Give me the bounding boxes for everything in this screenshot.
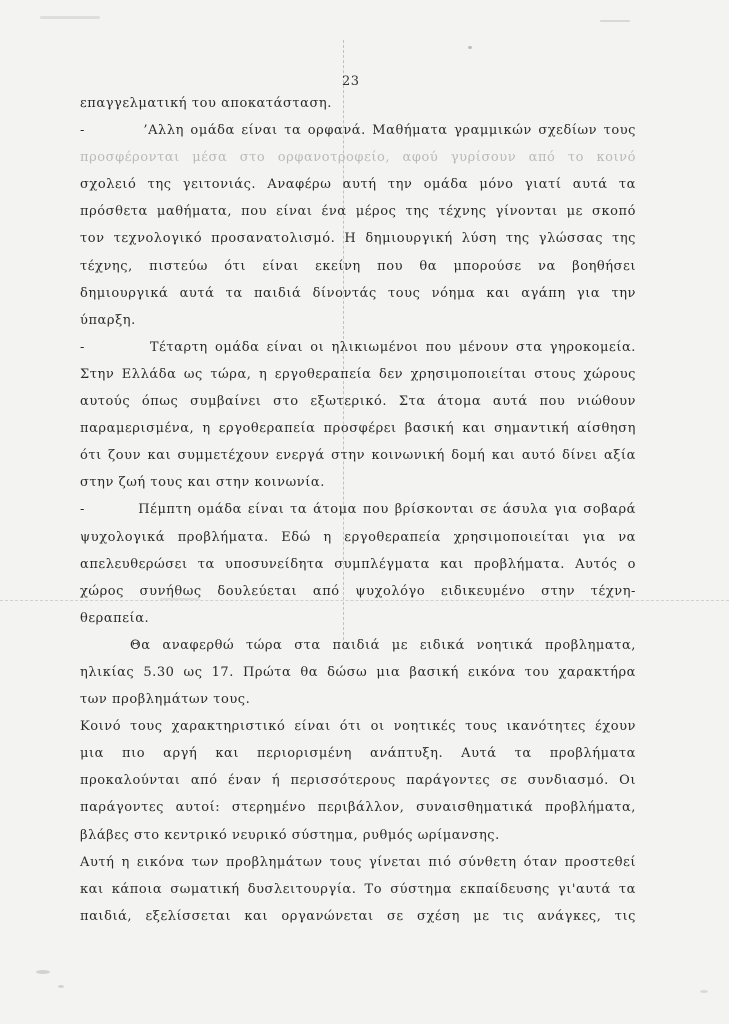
scan-speck — [58, 985, 64, 988]
text-line: βλάβες στο κεντρικό νευρικό σύστημα, ρυθμός ωρίμανσης. — [80, 827, 500, 843]
text-line: χώρος συνήθως δουλεύεται από ψυχολόγο ειδικευμένο στην τέχνη- — [80, 583, 636, 599]
scan-speck — [600, 20, 630, 22]
text-line: τέχνης, πιστεύω ότι είναι εκείνη που θα μπορούσε να βοηθήσει — [80, 258, 636, 274]
text-line: Κοινό τους χαρακτηριστικό είναι ότι οι νοητικές τους ικανότητες έχουν — [80, 719, 636, 735]
scan-speck — [700, 990, 708, 993]
text-line: ότι ζουν και συμμετέχουν ενεργά στην κοινωνική δομή και αυτό δίνει αξία — [80, 448, 636, 464]
text-line: ψυχολογικά προβλήματα. Εδώ η εργοθεραπεία χρησιμοποιείται για να — [80, 529, 636, 545]
text-line: και κάποια σωματική δυσλειτουργία. Το σύστημα εκπαίδευσης γι'αυτά τα — [80, 881, 636, 897]
text-line: των προβλημάτων τους. — [80, 692, 251, 708]
text-line: τον τεχνολογικό προσανατολισμό. Η δημιουργική λύση της γλώσσας της — [80, 231, 636, 247]
text-line: δημιουργικά αυτά τα παιδιά δίνοντάς τους νόημα και αγάπη για την — [80, 285, 636, 301]
page-number: 23 — [342, 74, 360, 89]
text-line: παραμερισμένα, η εργοθεραπεία προσφέρει βασική και σημαντική αίσθηση — [80, 421, 636, 437]
text-line: αυτούς όπως συμβαίνει στο εξωτερικό. Στα άτομα αυτά που νιώθουν — [80, 394, 636, 410]
text-line: προσφέρονται μέσα στο ορφανοτροφείο, αφού γυρίσουν από το κοινό — [80, 150, 636, 166]
text-line: - ’Αλλη ομάδα είναι τα ορφανά. Μαθήματα γραμμικών σχεδίων τους — [80, 123, 636, 139]
text-line: - Τέταρτη ομάδα είναι οι ηλικιωμένοι που μένουν στα γηροκομεία. — [80, 339, 636, 355]
text-line: ύπαρξη. — [80, 312, 136, 328]
text-line: σχολειό της γειτονιάς. Αναφέρω αυτή την ομάδα μόνο γιατί αυτά τα — [80, 177, 636, 193]
text-line: Αυτή η εικόνα των προβλημάτων τους γίνεται πιό σύνθετη όταν προστεθεί — [80, 854, 636, 870]
text-line: στην ζωή τους και στην κοινωνία. — [80, 475, 325, 491]
text-line: προκαλούνται από έναν ή περισσότερους παράγοντες σε συνδιασμό. Οι — [80, 773, 636, 789]
text-line: Θα αναφερθώ τώρα στα παιδιά με ειδικά νοητικά προβληματα, — [130, 637, 636, 653]
text-line: Στην Ελλάδα ως τώρα, η εργοθεραπεία δεν χρησιμοποιείται στους χώρους — [80, 366, 636, 382]
text-line: θεραπεία. — [80, 610, 150, 626]
text-line: παιδιά, εξελίσσεται και οργανώνεται σε σχέση με τις ανάγκες, τις — [80, 908, 636, 924]
text-line: απελευθερώσει τα υποσυνείδητα συμπλέγματα και προβλήματα. Αυτός ο — [80, 556, 636, 572]
text-line: - Πέμπτη ομάδα είναι τα άτομα που βρίσκονται σε άσυλα για σοβαρά — [80, 502, 636, 518]
text-line: πρόσθετα μαθήματα, που είναι ένα μέρος της τέχνης γίνονται με σκοπό — [80, 204, 636, 220]
text-line: μια πιο αργή και περιορισμένη ανάπτυξη. Αυτά τα προβλήματα — [80, 746, 636, 762]
scan-speck — [36, 970, 50, 974]
text-line: επαγγελματική του αποκατάσταση. — [80, 96, 332, 111]
body-text — [80, 90, 636, 930]
text-line: παράγοντες αυτοί: στερημένο περιβάλλον, συναισθηματικά προβλήματα, — [80, 800, 636, 816]
scan-speck — [40, 16, 100, 19]
scan-speck — [468, 46, 472, 49]
text-line: ηλικίας 5.30 ως 17. Πρώτα θα δώσω μια βασική εικόνα του χαρακτήρα — [80, 664, 636, 680]
